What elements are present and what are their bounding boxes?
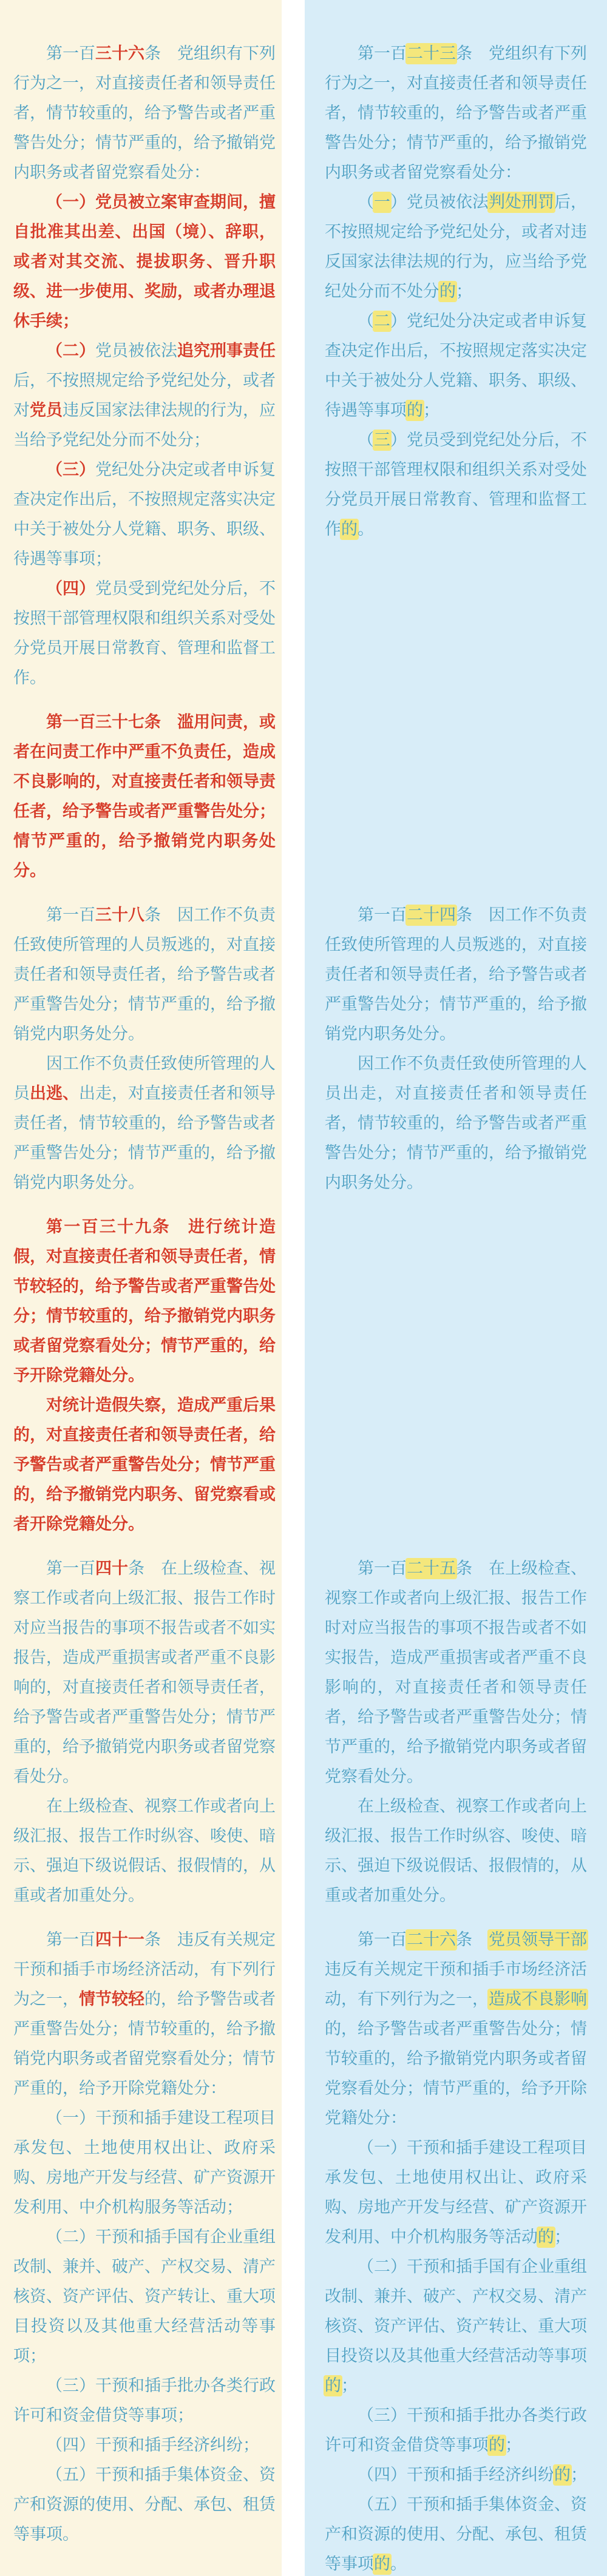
revision-emphasis-run: 对统计造假失察，造成严重后果的，对直接责任者和领导责任者，给予警告或者严重警告处分；情节严重的，给予撤销党内职务、留党察看或者开除党籍处分。 <box>13 1396 276 1534</box>
highlighted-run: 的 <box>341 520 358 539</box>
text-run: 条 <box>144 1930 177 1949</box>
text-run: 在上级检查、视察工作或者向上级汇报、报告工作时对应当报告的事项不报告或者不如实报告，造成严重损害或者严重不良影响的，对直接责任者和领导责任者，给予警告或者严重警告处分；情节严重的，给予撤销党内职务或者留党察看处分。 <box>325 1559 587 1786</box>
article-paragraph <box>325 2252 587 2401</box>
article-paragraph <box>13 707 276 886</box>
text-run: 条 <box>144 44 177 63</box>
revision-emphasis-run: 第一百三十九条 进行统计造假，对直接责任者和领导责任者，情节较轻的，给予警告或者严重警告处分；情节较重的，给予撤销党内职务或者留党察看处分；情节严重的，给予开除党籍处分。 <box>13 1218 276 1385</box>
highlighted-run: 判处刑罚 <box>489 193 554 212</box>
highlighted-run: 二十四 <box>407 906 456 925</box>
text-run: 因工作不负责任致使所管理的人员 <box>13 1054 276 1103</box>
text-run: 后，不按照规定给予党纪处分，或者对 <box>13 371 276 420</box>
article-a141 <box>13 1925 276 2549</box>
text-run: 在上级检查、视察工作或者向上级汇报、报告工作时纵容、唆使、暗示、强迫下级说假话、报假情的，从重或者加重处分。 <box>13 1797 276 1905</box>
article-paragraph <box>13 1925 276 2103</box>
highlighted-run: 的 <box>554 2466 571 2484</box>
text-run: 条 <box>456 1930 489 1949</box>
text-run: 的，给予警告或者严重警告处分；情节较重的，给予撤销党内职务或者留党察看处分；情节严重的，给予开除党籍处分： <box>13 1990 276 2098</box>
revision-emphasis-run: 四十 <box>95 1559 128 1578</box>
highlighted-run: 的 <box>325 2376 341 2395</box>
highlighted-run: 的 <box>489 2436 505 2455</box>
article-a140 <box>13 1554 276 1910</box>
text-run: （三）干预和插手批办各类行政许可和资金借贷等事项 <box>325 2406 587 2455</box>
article-paragraph <box>13 900 276 1049</box>
revision-emphasis-run: 三十八 <box>95 906 144 925</box>
article-paragraph <box>13 187 276 336</box>
highlighted-run: 二十六 <box>407 1930 456 1949</box>
article-paragraph <box>325 2490 587 2576</box>
article-paragraph <box>13 2103 276 2222</box>
article-paragraph <box>13 2430 276 2460</box>
revised-text-column <box>0 0 282 2576</box>
article-paragraph <box>13 1049 276 1198</box>
article-paragraph <box>325 2460 587 2490</box>
revision-emphasis-run: （一）党员被立案审查期间，擅自批准其出差、出国（境）、辞职，或者对其交流、提拔职务、晋升职级、进一步使用、奖励，或者办理退休手续； <box>13 193 276 331</box>
revision-emphasis-run: （四） <box>46 579 95 598</box>
text-run: 违反有关规定干预和插手市场经济活动，有下列行为之一， <box>13 1930 276 2009</box>
text-run: 出走，对直接责任者和领导责任者，情节较重的，给予警告或者严重警告处分；情节严重的，给予撤销党内职务处分。 <box>13 1084 276 1192</box>
article-paragraph <box>325 1554 587 1792</box>
text-run: 党纪处分决定或者申诉复查决定作出后，不按照规定落实决定中关于被处分人党籍、职务、职级、待遇等事项； <box>13 460 276 568</box>
article-a126 <box>325 1925 587 2576</box>
article-paragraph <box>13 1554 276 1792</box>
article-paragraph <box>13 574 276 693</box>
text-run: 第一百 <box>46 44 95 63</box>
text-run: （ <box>358 431 374 450</box>
text-run: （一）干预和插手建设工程项目承发包、土地使用权出让、政府采购、房地产开发与经营、矿产资源开发利用、中介机构服务等活动； <box>13 2109 276 2217</box>
text-run: 条 <box>456 44 489 63</box>
text-run: （五）干预和插手集体资金、资产和资源的使用、分配、承包、租赁等事项 <box>325 2495 587 2574</box>
revision-emphasis-run: 情节较轻 <box>79 1990 144 2009</box>
article-paragraph <box>325 1049 587 1198</box>
text-run: （五）干预和插手集体资金、资产和资源的使用、分配、承包、租赁等事项。 <box>13 2466 276 2544</box>
text-run: ； <box>571 2466 587 2484</box>
highlighted-run: 的 <box>538 2228 554 2247</box>
text-run: 第一百 <box>358 906 407 925</box>
revision-emphasis-run: 第一百三十七条 滥用问责，或者在问责工作中严重不负责任，造成不良影响的，对直接责任者和领导责任者，给予警告或者严重警告处分；情节严重的，给予撤销党内职务处分。 <box>13 713 276 880</box>
text-run: 第一百 <box>358 1559 407 1578</box>
text-run: 因工作不负责任致使所管理的人员出走，对直接责任者和领导责任者，情节较重的，给予警告或者严重警告处分；情节严重的，给予撤销党内职务处分。 <box>325 1054 587 1192</box>
text-run: 条 <box>456 1559 489 1578</box>
text-run: 在上级检查、视察工作或者向上级汇报、报告工作时对应当报告的事项不报告或者不如实报告，造成严重损害或者严重不良影响的，对直接责任者和领导责任者，给予警告或者严重警告处分；情节严重的，给予撤销党内职务或者留党察看处分。 <box>13 1559 276 1786</box>
article-paragraph <box>13 2371 276 2430</box>
text-run: 第一百 <box>46 1559 95 1578</box>
article-paragraph <box>325 1792 587 1910</box>
article-a125 <box>325 1554 587 1910</box>
revision-emphasis-run: 三十六 <box>95 44 144 63</box>
text-run: 党员受到党纪处分后，不按照干部管理权限和组织关系对受处分党员开展日常教育、管理和监督工作。 <box>13 579 276 687</box>
revision-emphasis-run: 四十一 <box>95 1930 144 1949</box>
text-run: 第一百 <box>46 1930 95 1949</box>
text-run: 。 <box>358 520 374 539</box>
text-run: ）党员被依法 <box>390 193 489 212</box>
text-run: 。 <box>390 2555 407 2574</box>
highlighted-run: 二十三 <box>407 44 456 63</box>
article-a136 <box>13 39 276 693</box>
text-run: 的，给予警告或者严重警告处分；情节较重的，给予撤销党内职务或者留党察看处分；情节严重的，给予开除党籍处分： <box>325 2020 587 2128</box>
text-run: 党员被依法 <box>95 342 177 360</box>
highlighted-run: 的 <box>374 2555 390 2574</box>
text-run: 第一百 <box>358 1930 407 1949</box>
text-run: 党组织有下列行为之一，对直接责任者和领导责任者，情节较重的，给予警告或者严重警告处分；情节严重的，给予撤销党内职务或者留党察看处分： <box>13 44 276 182</box>
article-paragraph <box>325 39 587 187</box>
article-paragraph <box>325 2401 587 2460</box>
article-a139 <box>13 1212 276 1539</box>
text-run: （四）干预和插手经济纠纷； <box>46 2436 259 2455</box>
revision-emphasis-run: 出逃、 <box>30 1084 79 1103</box>
text-run: 在上级检查、视察工作或者向上级汇报、报告工作时纵容、唆使、暗示、强迫下级说假话、报假情的，从重或者加重处分。 <box>325 1797 587 1905</box>
text-run: （三）干预和插手批办各类行政许可和资金借贷等事项； <box>13 2376 276 2425</box>
highlighted-run: 的 <box>407 401 423 420</box>
text-run: 条 <box>128 1559 161 1578</box>
text-run: 第一百 <box>46 906 95 925</box>
text-run: ； <box>554 2228 571 2247</box>
column-alignment-spacer <box>325 1198 587 1539</box>
article-paragraph <box>325 187 587 306</box>
column-alignment-spacer <box>325 544 587 886</box>
text-run: 因工作不负责任致使所管理的人员叛逃的，对直接责任者和领导责任者，给予警告或者严重警告处分；情节严重的，给予撤销党内职务处分。 <box>13 906 276 1044</box>
highlighted-run: 三 <box>374 431 390 450</box>
article-paragraph <box>325 1925 587 2133</box>
text-run: 违反有关规定干预和插手市场经济活动，有下列行为之一， <box>325 1960 587 2009</box>
text-run: 党组织有下列行为之一，对直接责任者和领导责任者，情节较重的，给予警告或者严重警告处分；情节严重的，给予撤销党内职务或者留党察看处分： <box>325 44 587 182</box>
text-run: ； <box>456 282 472 301</box>
article-paragraph <box>13 39 276 187</box>
article-paragraph <box>325 425 587 544</box>
text-run: 后，不按照规定给予党纪处分，或者对违反国家法律法规的行为，应当给予党纪处分而不处分 <box>325 193 587 301</box>
revision-emphasis-run: 党员 <box>30 401 63 420</box>
article-a137 <box>13 707 276 886</box>
revision-emphasis-run: 追究刑事责任 <box>177 342 276 360</box>
highlighted-run: 二十五 <box>407 1559 456 1578</box>
text-run: （一）干预和插手建设工程项目承发包、土地使用权出让、政府采购、房地产开发与经营、矿产资源开发利用、中介机构服务等活动 <box>325 2139 587 2247</box>
article-paragraph <box>13 336 276 455</box>
article-a123 <box>325 39 587 544</box>
text-run: （ <box>358 312 374 331</box>
text-run: 违反国家法律法规的行为，应当给予党纪处分而不处分； <box>13 401 276 450</box>
text-run: ； <box>505 2436 521 2455</box>
article-paragraph <box>325 2133 587 2252</box>
article-paragraph <box>13 1792 276 1910</box>
article-paragraph <box>13 455 276 574</box>
revision-emphasis-run: （三） <box>46 460 95 479</box>
article-a138 <box>13 900 276 1198</box>
text-run: （二）干预和插手国有企业重组改制、兼并、破产、产权交易、清产核资、资产评估、资产转让、重大项目投资以及其他重大经营活动等事项 <box>325 2257 587 2365</box>
original-text-column <box>305 0 607 2576</box>
text-run: 第一百 <box>358 44 407 63</box>
article-paragraph <box>325 306 587 425</box>
text-run: （ <box>358 193 374 212</box>
text-run: （二）干预和插手国有企业重组改制、兼并、破产、产权交易、清产核资、资产评估、资产转让、重大项目投资以及其他重大经营活动等事项； <box>13 2228 276 2365</box>
highlighted-run: 造成不良影响 <box>489 1990 587 2009</box>
highlighted-run: 一 <box>374 193 390 212</box>
text-run: 条 <box>456 906 489 925</box>
text-run: 因工作不负责任致使所管理的人员叛逃的，对直接责任者和领导责任者，给予警告或者严重警告处分；情节严重的，给予撤销党内职务处分。 <box>325 906 587 1044</box>
article-paragraph <box>13 2460 276 2549</box>
revision-emphasis-run: （二） <box>46 342 95 360</box>
text-run: ）党员受到党纪处分后，不按照干部管理权限和组织关系对受处分党员开展日常教育、管理和监督工作 <box>325 431 587 539</box>
article-paragraph <box>325 900 587 1049</box>
highlighted-run: 的 <box>439 282 456 301</box>
text-run: ； <box>423 401 439 420</box>
article-paragraph <box>13 1391 276 1539</box>
highlighted-run: 党员领导干部 <box>489 1930 587 1949</box>
text-run: ）党纪处分决定或者申诉复查决定作出后，不按照规定落实决定中关于被处分人党籍、职务、职级、待遇等事项 <box>325 312 587 420</box>
article-paragraph <box>13 2222 276 2371</box>
article-a124 <box>325 900 587 1198</box>
text-run: （四）干预和插手经济纠纷 <box>358 2466 554 2484</box>
highlighted-run: 二 <box>374 312 390 331</box>
article-paragraph <box>13 1212 276 1391</box>
text-run: ； <box>341 2376 358 2395</box>
text-run: 条 <box>144 906 177 925</box>
